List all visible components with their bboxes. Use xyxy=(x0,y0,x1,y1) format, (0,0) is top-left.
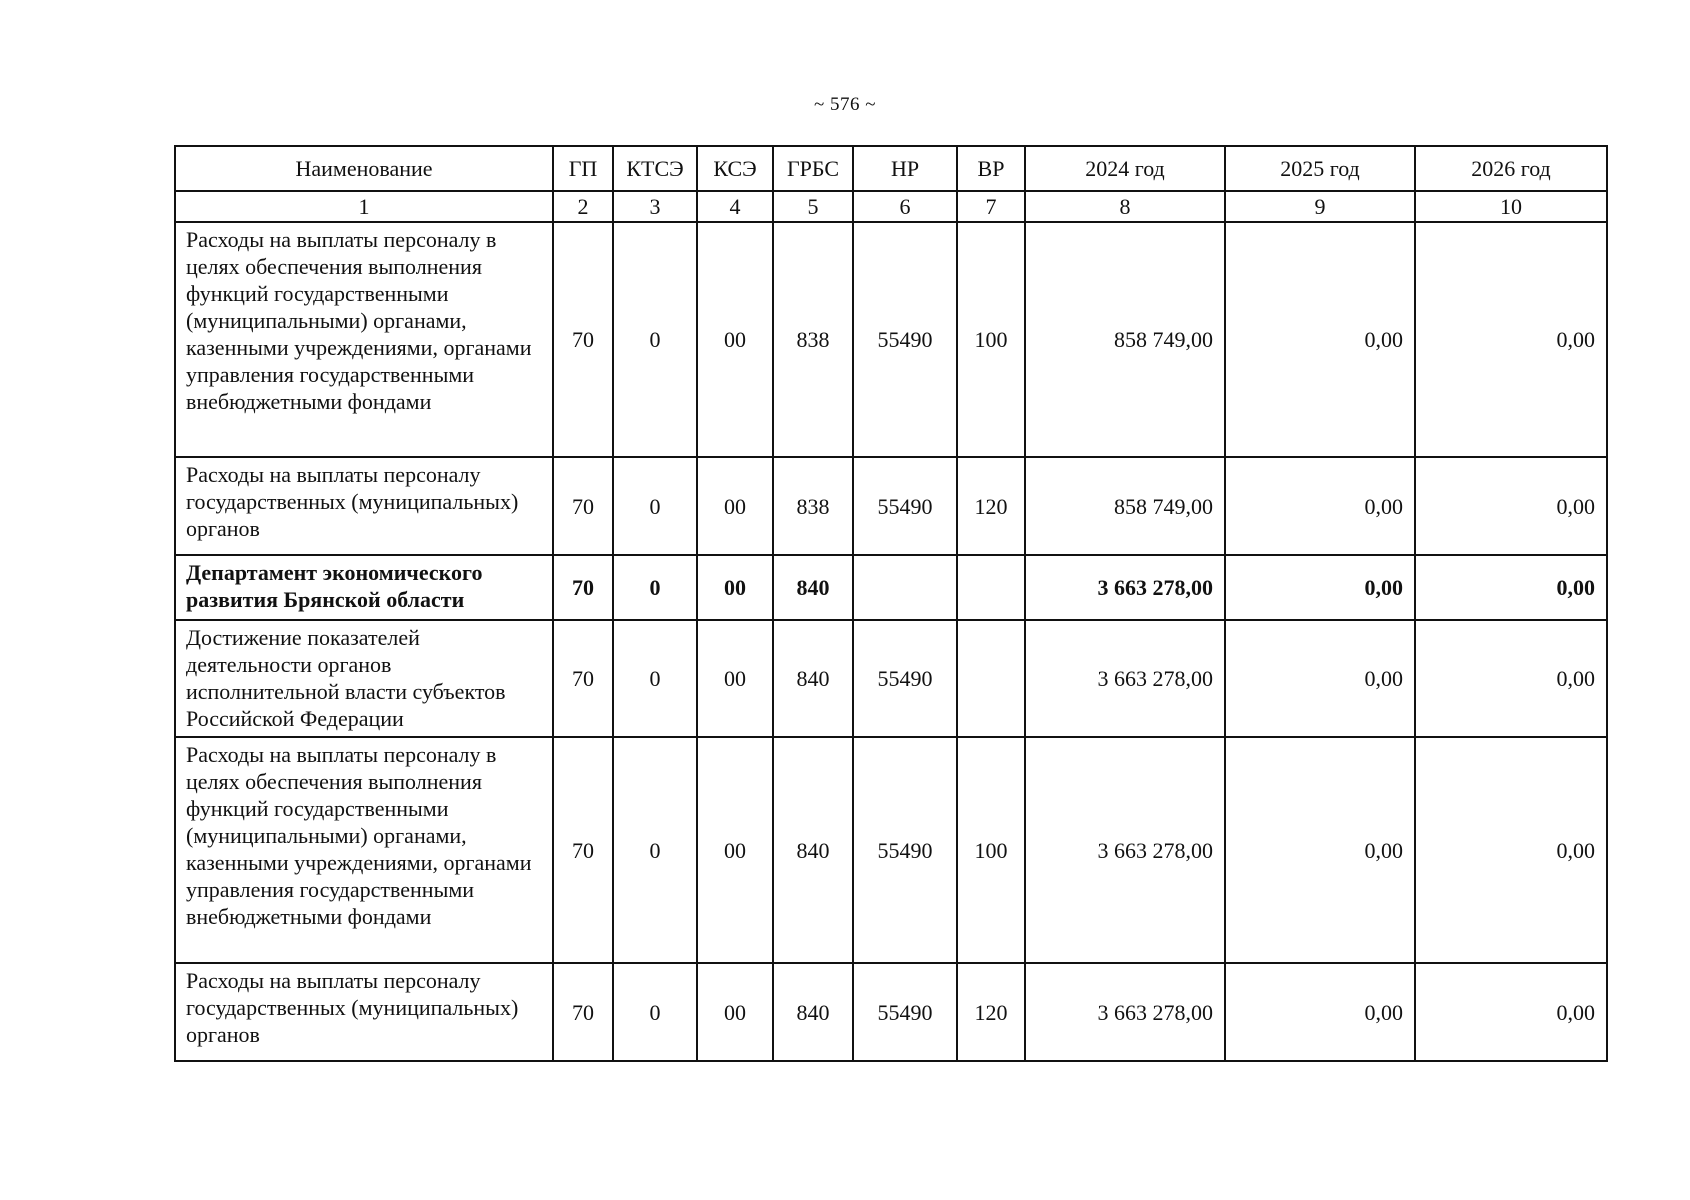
table-row xyxy=(175,457,1607,555)
cell-2025: 0,00 xyxy=(1225,457,1415,555)
column-number: 9 xyxy=(1225,191,1415,222)
cell-2026: 0,00 xyxy=(1415,963,1607,1061)
cell-2024: 3 663 278,00 xyxy=(1025,737,1225,963)
cell-vr: 120 xyxy=(957,963,1025,1061)
cell-2024: 3 663 278,00 xyxy=(1025,620,1225,737)
cell-ktse: 0 xyxy=(613,457,697,555)
cell-2025: 0,00 xyxy=(1225,737,1415,963)
cell-2024: 858 749,00 xyxy=(1025,222,1225,457)
header-gp: ГП xyxy=(553,146,613,191)
cell-grbs: 840 xyxy=(773,620,853,737)
cell-grbs: 840 xyxy=(773,555,853,620)
header-row xyxy=(175,146,1607,191)
cell-kse: 00 xyxy=(697,620,773,737)
cell-ktse: 0 xyxy=(613,963,697,1061)
cell-nr: 55490 xyxy=(853,222,957,457)
header-grbs: ГРБС xyxy=(773,146,853,191)
row-name: Расходы на выплаты персоналу в целях обеспечения выполнения функций государственными (муниципальными) органами, казенными учреждениями, органами управления государственными внебюджетными фондами xyxy=(175,222,553,457)
cell-2026: 0,00 xyxy=(1415,555,1607,620)
cell-2026: 0,00 xyxy=(1415,457,1607,555)
cell-grbs: 838 xyxy=(773,222,853,457)
table-row xyxy=(175,737,1607,963)
row-name: Расходы на выплаты персоналу государственных (муниципальных) органов xyxy=(175,963,553,1061)
row-name: Расходы на выплаты персоналу государственных (муниципальных) органов xyxy=(175,457,553,555)
cell-kse: 00 xyxy=(697,963,773,1061)
cell-nr: 55490 xyxy=(853,963,957,1061)
cell-gp: 70 xyxy=(553,222,613,457)
column-number: 6 xyxy=(853,191,957,222)
cell-ktse: 0 xyxy=(613,222,697,457)
cell-gp: 70 xyxy=(553,963,613,1061)
header-nr: НР xyxy=(853,146,957,191)
column-number: 7 xyxy=(957,191,1025,222)
header-2025: 2025 год xyxy=(1225,146,1415,191)
header-name: Наименование xyxy=(175,146,553,191)
table-row xyxy=(175,963,1607,1061)
cell-gp: 70 xyxy=(553,457,613,555)
cell-2025: 0,00 xyxy=(1225,555,1415,620)
column-number: 8 xyxy=(1025,191,1225,222)
cell-grbs: 840 xyxy=(773,737,853,963)
cell-2025: 0,00 xyxy=(1225,620,1415,737)
column-number: 1 xyxy=(175,191,553,222)
cell-2025: 0,00 xyxy=(1225,963,1415,1061)
budget-table xyxy=(174,145,1608,1062)
table-row xyxy=(175,620,1607,737)
cell-kse: 00 xyxy=(697,222,773,457)
cell-grbs: 840 xyxy=(773,963,853,1061)
cell-kse: 00 xyxy=(697,737,773,963)
row-name: Расходы на выплаты персоналу в целях обеспечения выполнения функций государственными (муниципальными) органами, казенными учреждениями, органами управления государственными внебюджетными фондами xyxy=(175,737,553,963)
cell-kse: 00 xyxy=(697,555,773,620)
cell-2026: 0,00 xyxy=(1415,737,1607,963)
cell-grbs: 838 xyxy=(773,457,853,555)
cell-gp: 70 xyxy=(553,555,613,620)
cell-kse: 00 xyxy=(697,457,773,555)
header-2024: 2024 год xyxy=(1025,146,1225,191)
table-row xyxy=(175,222,1607,457)
cell-2024: 858 749,00 xyxy=(1025,457,1225,555)
cell-nr: 55490 xyxy=(853,457,957,555)
cell-ktse: 0 xyxy=(613,737,697,963)
cell-gp: 70 xyxy=(553,737,613,963)
cell-gp: 70 xyxy=(553,620,613,737)
column-number: 3 xyxy=(613,191,697,222)
header-vr: ВР xyxy=(957,146,1025,191)
cell-2026: 0,00 xyxy=(1415,222,1607,457)
column-number: 2 xyxy=(553,191,613,222)
header-kse: КСЭ xyxy=(697,146,773,191)
page-number: ~ 576 ~ xyxy=(813,94,877,115)
row-name: Департамент экономического развития Брянской области xyxy=(175,555,553,620)
cell-ktse: 0 xyxy=(613,555,697,620)
cell-vr: 100 xyxy=(957,222,1025,457)
cell-vr: 120 xyxy=(957,457,1025,555)
cell-2024: 3 663 278,00 xyxy=(1025,555,1225,620)
column-number-row xyxy=(175,191,1607,222)
column-number: 5 xyxy=(773,191,853,222)
cell-2025: 0,00 xyxy=(1225,222,1415,457)
column-number: 4 xyxy=(697,191,773,222)
header-2026: 2026 год xyxy=(1415,146,1607,191)
cell-2026: 0,00 xyxy=(1415,620,1607,737)
cell-nr: 55490 xyxy=(853,737,957,963)
cell-vr xyxy=(957,620,1025,737)
cell-vr xyxy=(957,555,1025,620)
column-number: 10 xyxy=(1415,191,1607,222)
row-name: Достижение показателей деятельности органов исполнительной власти субъектов Российской Федерации xyxy=(175,620,553,737)
cell-nr xyxy=(853,555,957,620)
header-ktse: КТСЭ xyxy=(613,146,697,191)
cell-nr: 55490 xyxy=(853,620,957,737)
cell-ktse: 0 xyxy=(613,620,697,737)
cell-vr: 100 xyxy=(957,737,1025,963)
cell-2024: 3 663 278,00 xyxy=(1025,963,1225,1061)
table-row xyxy=(175,555,1607,620)
